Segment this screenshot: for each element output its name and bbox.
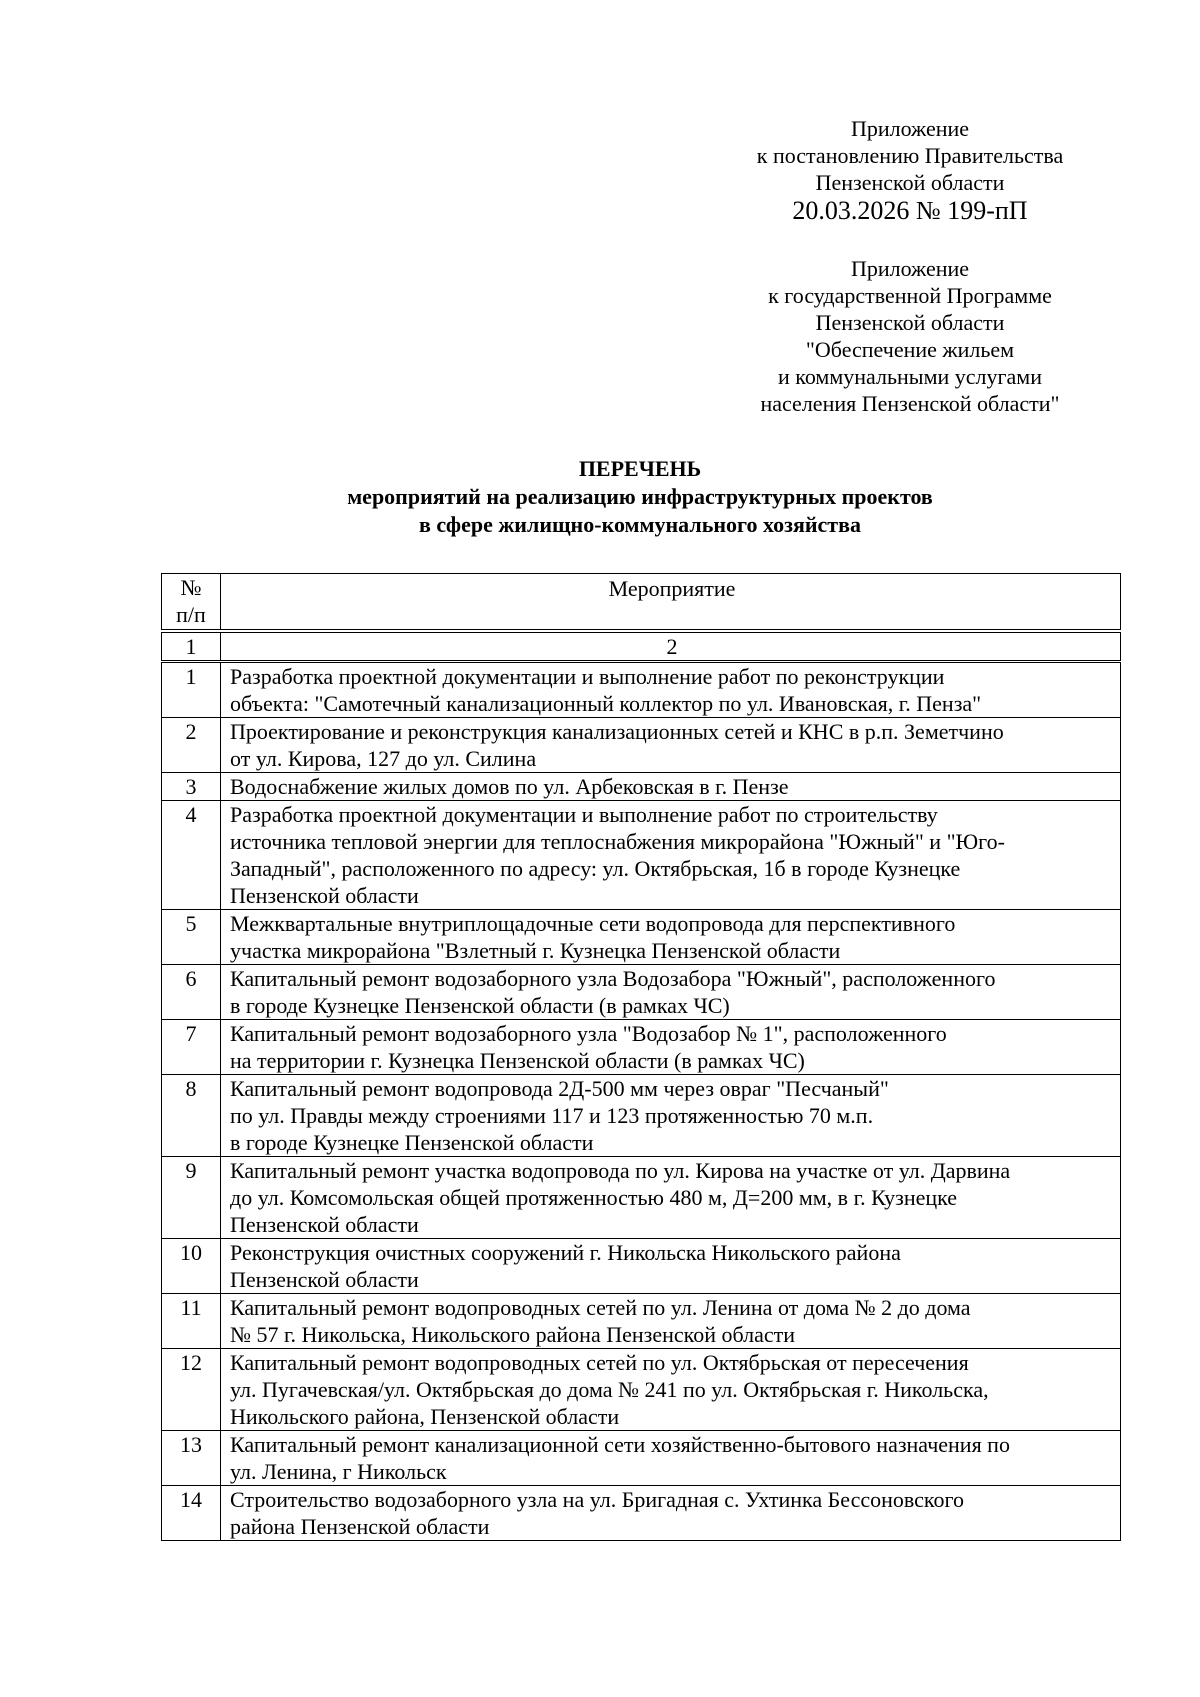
title-subheading: мероприятий на реализацию инфраструктурных проектов xyxy=(347,484,933,509)
row-event-cell xyxy=(221,965,1121,1020)
table-row xyxy=(162,801,1121,910)
event-text-line: объекта: "Самотечный канализационный коллектор по ул. Ивановская, г. Пенза" xyxy=(230,691,982,716)
table-row xyxy=(162,1486,1121,1541)
table-row xyxy=(162,663,1121,718)
event-text-line: Строительство водозаборного узла на ул. Бригадная с. Ухтинка Бессоновского xyxy=(230,1487,964,1512)
row-number-cell: 2 xyxy=(162,718,221,773)
table-column-numbers xyxy=(161,632,1121,661)
event-text-line: в городе Кузнецке Пензенской области (в рамках ЧС) xyxy=(230,993,730,1018)
event-text-line: ул. Пугачевская/ул. Октябрьская до дома № 241 по ул. Октябрьская г. Никольска, xyxy=(230,1377,989,1402)
event-text-line: Капитальный ремонт водопроводных сетей по ул. Ленина от дома № 2 до дома xyxy=(230,1295,971,1320)
row-event-cell xyxy=(221,1349,1121,1431)
appendix-line: населения Пензенской области" xyxy=(760,391,1060,416)
header-number-symbol: № xyxy=(180,575,202,600)
event-text-line: Проектирование и реконструкция канализационных сетей и КНС в р.п. Земетчино xyxy=(230,719,1004,744)
row-number-cell: 8 xyxy=(162,1075,221,1157)
resolution-date-number: 20.03.2026 № 199-пП xyxy=(792,196,1028,225)
event-text-line: района Пензенской области xyxy=(230,1514,490,1539)
document-title xyxy=(160,455,1120,539)
column-number-1: 1 xyxy=(162,633,221,661)
row-event-cell xyxy=(221,773,1121,801)
table-row xyxy=(162,1020,1121,1075)
table-row xyxy=(162,1157,1121,1239)
column-number-2: 2 xyxy=(221,633,1121,661)
event-text-line: Пензенской области xyxy=(230,1267,419,1292)
event-text-line: Водоснабжение жилых домов по ул. Арбековская в г. Пензе xyxy=(230,774,789,799)
event-text-line: в городе Кузнецке Пензенской области xyxy=(230,1130,594,1155)
appendix-line: Приложение xyxy=(850,256,970,281)
row-number-cell: 3 xyxy=(162,773,221,801)
row-number-cell: 4 xyxy=(162,801,221,910)
appendix-line: к постановлению Правительства xyxy=(756,143,1064,168)
table-header-row xyxy=(162,574,1121,630)
event-text-line: на территории г. Кузнецка Пензенской области (в рамках ЧС) xyxy=(230,1048,805,1073)
column-numbers-row xyxy=(162,633,1121,661)
event-text-line: участка микрорайона "Взлетный г. Кузнецка Пензенской области xyxy=(230,938,841,963)
header-event-cell: Мероприятие xyxy=(221,574,1121,630)
event-text-line: Капитальный ремонт водозаборного узла "Водозабор № 1", расположенного xyxy=(230,1021,947,1046)
row-event-cell xyxy=(221,1294,1121,1349)
event-text-line: Западный", расположенного по адресу: ул. Октябрьская, 1б в городе Кузнецке xyxy=(230,856,961,881)
row-event-cell xyxy=(221,1157,1121,1239)
events-table-body xyxy=(162,663,1121,1541)
event-text-line: от ул. Кирова, 127 до ул. Силина xyxy=(230,746,537,771)
event-text-line: по ул. Правды между строениями 117 и 123 протяженностью 70 м.п. xyxy=(230,1103,874,1128)
appendix-line: Приложение xyxy=(850,116,970,141)
event-text-line: ул. Ленина, г Никольск xyxy=(230,1459,447,1484)
row-number-cell: 1 xyxy=(162,663,221,718)
event-text-line: Межквартальные внутриплощадочные сети водопровода для перспективного xyxy=(230,911,956,936)
table-row xyxy=(162,1294,1121,1349)
row-number-cell: 13 xyxy=(162,1431,221,1486)
appendix-government-resolution xyxy=(690,115,1130,226)
row-number-cell: 9 xyxy=(162,1157,221,1239)
event-text-line: Разработка проектной документации и выполнение работ по реконструкции xyxy=(230,664,945,689)
event-text-line: № 57 г. Никольска, Никольского района Пензенской области xyxy=(230,1322,796,1347)
row-event-cell xyxy=(221,663,1121,718)
row-number-cell: 14 xyxy=(162,1486,221,1541)
row-number-cell: 11 xyxy=(162,1294,221,1349)
event-text-line: Реконструкция очистных сооружений г. Никольска Никольского района xyxy=(230,1240,901,1265)
table-row xyxy=(162,718,1121,773)
event-text-line: Капитальный ремонт участка водопровода по ул. Кирова на участке от ул. Дарвина xyxy=(230,1158,1011,1183)
appendix-state-program xyxy=(690,255,1130,417)
row-event-cell xyxy=(221,1075,1121,1157)
row-number-cell: 5 xyxy=(162,910,221,965)
table-row xyxy=(162,965,1121,1020)
event-text-line: Пензенской области xyxy=(230,1212,419,1237)
event-text-line: до ул. Комсомольская общей протяженностью 480 м, Д=200 мм, в г. Кузнецке xyxy=(230,1185,958,1210)
table-row xyxy=(162,1431,1121,1486)
header-number-cell xyxy=(162,574,221,630)
event-text-line: Пензенской области xyxy=(230,883,419,908)
event-text-line: Капитальный ремонт водозаборного узла Водозабора "Южный", расположенного xyxy=(230,966,996,991)
event-text-line: Капитальный ремонт водопроводных сетей по ул. Октябрьская от пересечения xyxy=(230,1350,969,1375)
table-row xyxy=(162,1239,1121,1294)
events-table xyxy=(161,662,1121,1541)
row-number-cell: 10 xyxy=(162,1239,221,1294)
table-row xyxy=(162,910,1121,965)
table-header xyxy=(161,573,1121,630)
event-text-line: Капитальный ремонт канализационной сети хозяйственно-бытового назначения по xyxy=(230,1432,1010,1457)
event-text-line: Разработка проектной документации и выполнение работ по строительству xyxy=(230,802,938,827)
appendix-line: к государственной Программе xyxy=(768,283,1052,308)
title-subheading: в сфере жилищно-коммунального хозяйства xyxy=(419,512,861,537)
appendix-line: и коммунальными услугами xyxy=(778,364,1042,389)
row-event-cell xyxy=(221,801,1121,910)
row-number-cell: 7 xyxy=(162,1020,221,1075)
title-heading: ПЕРЕЧЕНЬ xyxy=(578,456,702,481)
row-event-cell xyxy=(221,1020,1121,1075)
appendix-line: "Обеспечение жильем xyxy=(805,337,1015,362)
row-event-cell xyxy=(221,1239,1121,1294)
row-event-cell xyxy=(221,910,1121,965)
header-number-abbrev: п/п xyxy=(176,602,206,627)
appendix-line: Пензенской области xyxy=(815,170,1005,195)
appendix-line: Пензенской области xyxy=(815,310,1005,335)
row-number-cell: 6 xyxy=(162,965,221,1020)
event-text-line: источника тепловой энергии для теплоснабжения микрорайона "Южный" и "Юго- xyxy=(230,829,1005,854)
row-number-cell: 12 xyxy=(162,1349,221,1431)
row-event-cell xyxy=(221,718,1121,773)
table-row xyxy=(162,773,1121,801)
event-text-line: Никольского района, Пензенской области xyxy=(230,1404,620,1429)
table-row xyxy=(162,1075,1121,1157)
event-text-line: Капитальный ремонт водопровода 2Д-500 мм через овраг "Песчаный" xyxy=(230,1076,889,1101)
row-event-cell xyxy=(221,1486,1121,1541)
table-row xyxy=(162,1349,1121,1431)
row-event-cell xyxy=(221,1431,1121,1486)
